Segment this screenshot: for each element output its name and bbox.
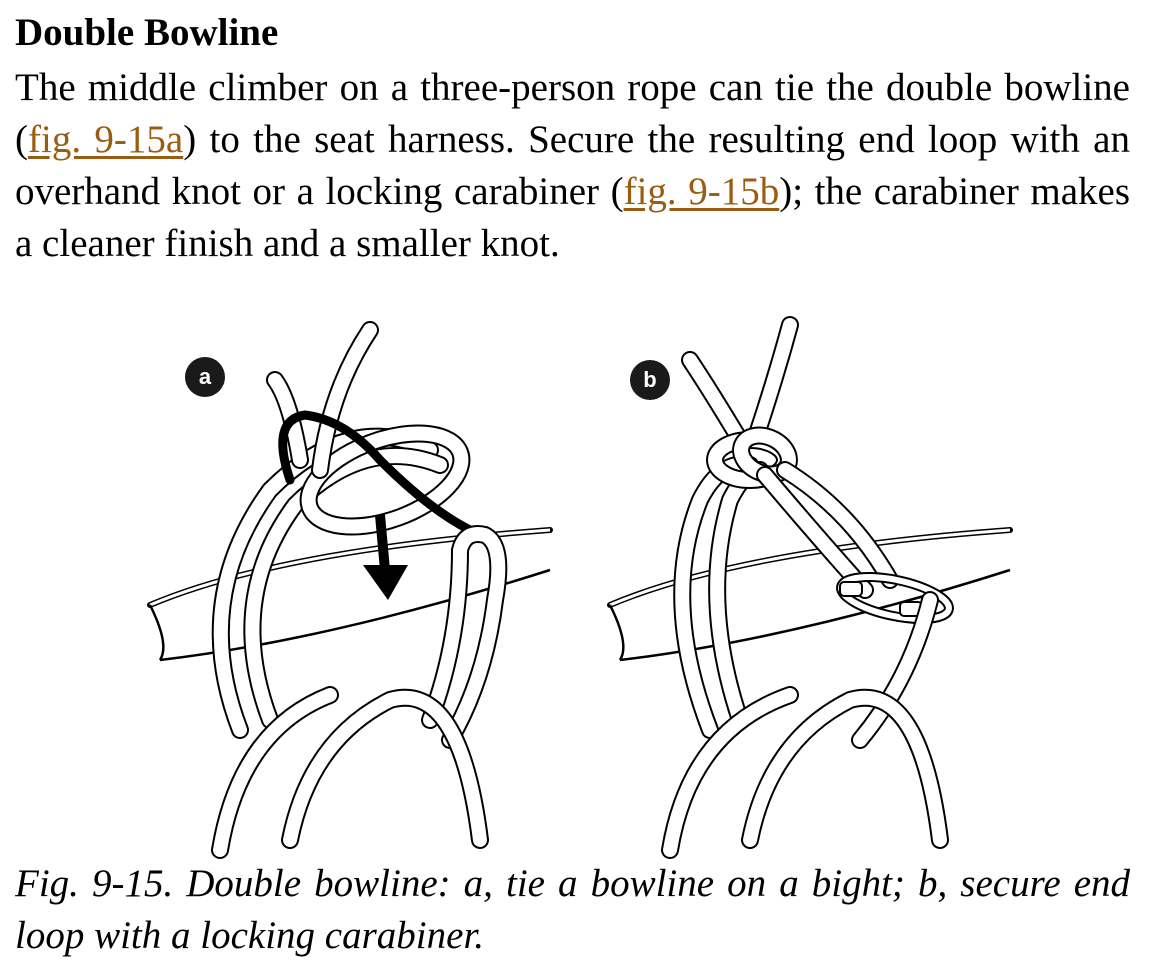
panel-a xyxy=(150,330,550,850)
paragraph-text-1: The middle climber on a three-person rope can tie the double bowline ( xyxy=(15,66,1130,161)
section-heading: Double Bowline xyxy=(15,11,279,54)
paragraph-text-3: ); the carabiner makes a cleaner finish and a smaller knot. xyxy=(15,170,1131,265)
panel-b xyxy=(610,325,1010,850)
label-a: a xyxy=(198,364,212,389)
paragraph-text-2: ) to the seat harness. Secure the resulting end loop with an overhand knot or a locking carabiner ( xyxy=(15,118,1130,213)
fig-9-15a-link[interactable]: fig. 9-15a xyxy=(28,118,184,161)
fig-9-15b-link[interactable]: fig. 9-15b xyxy=(623,170,780,213)
figure-caption: Fig. 9-15. Double bowline: a, tie a bowline on a bight; b, secure end loop with a locking carabiner. xyxy=(15,862,1130,957)
body-paragraph xyxy=(15,62,1130,270)
knot-illustration xyxy=(130,300,1030,860)
label-b: b xyxy=(643,367,657,392)
